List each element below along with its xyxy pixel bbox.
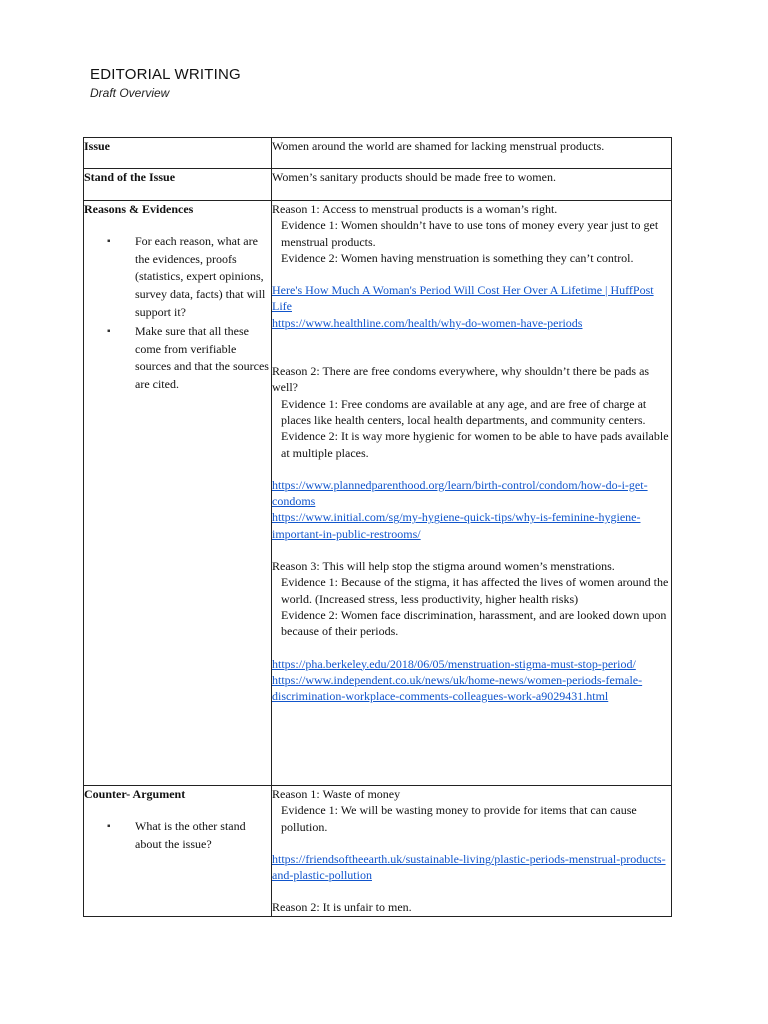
reason-1-source-link-2[interactable]: https://www.healthline.com/health/why-do-women-have-periods — [272, 315, 583, 330]
reason-3-evidence-2: Evidence 2: Women face discrimination, harassment, and are looked down upon because of their periods. — [281, 607, 667, 639]
reasons-content-cell — [272, 201, 672, 786]
counter-label-cell — [84, 786, 272, 917]
stand-label: Stand of the Issue — [84, 170, 176, 184]
reason-3-text: Reason 3: This will help stop the stigma around women’s menstrations. — [272, 559, 615, 574]
issue-label: Issue — [84, 139, 111, 153]
reason-3-source-link-2[interactable]: https://www.independent.co.uk/news/uk/home-news/women-periods-female-discrimination-workplace-comments-colleagues-work-a9029431.html — [272, 672, 643, 704]
stand-text: Women’s sanitary products should be made free to women. — [272, 170, 556, 184]
counter-source-link-1[interactable]: https://friendsoftheearth.uk/sustainable-living/plastic-periods-menstrual-products-and-plastic-pollution — [272, 851, 666, 883]
reason-1-text: Reason 1: Access to menstrual products is a woman’s right. — [272, 202, 558, 216]
reasons-label: Reasons & Evidences — [84, 202, 194, 216]
reason-3-source-link-1[interactable]: https://pha.berkeley.edu/2018/06/05/menstruation-stigma-must-stop-period/ — [272, 656, 636, 671]
overview-table — [83, 137, 672, 917]
issue-label-cell — [84, 138, 272, 169]
reason-1-evidence-2: Evidence 2: Women having menstruation is something they can’t control. — [281, 250, 634, 265]
issue-content-cell — [272, 138, 672, 169]
counter-label: Counter- Argument — [84, 787, 186, 801]
reasons-label-cell — [84, 201, 272, 786]
counter-bullet-1: ▪ What is the other stand about the issue? — [84, 818, 271, 853]
table-row-reasons — [84, 201, 672, 786]
counter-reason-1-text: Reason 1: Waste of money — [272, 787, 401, 801]
stand-label-cell — [84, 169, 272, 201]
reason-2-evidence-1: Evidence 1: Free condoms are available at any age, and are free of charge at places like health centers, local health departments, and community centers. — [281, 396, 647, 427]
counter-content-cell — [272, 786, 672, 917]
reasons-bullet-1: ▪ For each reason, what are the evidences, proofs (statistics, expert opinions, survey data, facts) that will support it? — [84, 233, 271, 321]
issue-text: Women around the world are shamed for lacking menstrual products. — [272, 139, 605, 153]
reason-2-text: Reason 2: There are free condoms everywhere, why shouldn’t there be pads as well? — [272, 364, 650, 395]
reasons-bullet-2: ▪ Make sure that all these come from verifiable sources and that the sources are cited. — [84, 323, 271, 393]
reason-3-evidence-1: Evidence 1: Because of the stigma, it has affected the lives of women around the world. (Increased stress, less productivity, higher health risks) — [281, 575, 669, 606]
document-title: EDITORIAL WRITING — [90, 66, 241, 83]
reason-2-source-link-2[interactable]: https://www.initial.com/sg/my-hygiene-quick-tips/why-is-feminine-hygiene-important-in-public-restrooms/ — [272, 510, 641, 541]
table-row-stand — [84, 169, 672, 201]
stand-content-cell — [272, 169, 672, 201]
reason-2-source-link-1[interactable]: https://www.plannedparenthood.org/learn/birth-control/condom/how-do-i-get-condoms — [272, 477, 648, 509]
table-row-issue — [84, 138, 672, 169]
reason-2-evidence-2: Evidence 2: It is way more hygienic for women to be able to have pads available at multiple places. — [281, 429, 669, 460]
counter-reason-2-text: Reason 2: It is unfair to men. — [272, 900, 412, 915]
table-row-counter-argument — [84, 786, 672, 917]
reason-1-evidence-1: Evidence 1: Women shouldn’t have to use tons of money every year just to get menstrual products. — [281, 218, 659, 249]
counter-reason-1-evidence-1: Evidence 1: We will be wasting money to provide for items that can cause pollution. — [281, 803, 637, 834]
reason-1-source-link-1[interactable]: Here's How Much A Woman's Period Will Cost Her Over A Lifetime | HuffPost Life — [272, 283, 654, 314]
document-subtitle: Draft Overview — [90, 86, 170, 100]
